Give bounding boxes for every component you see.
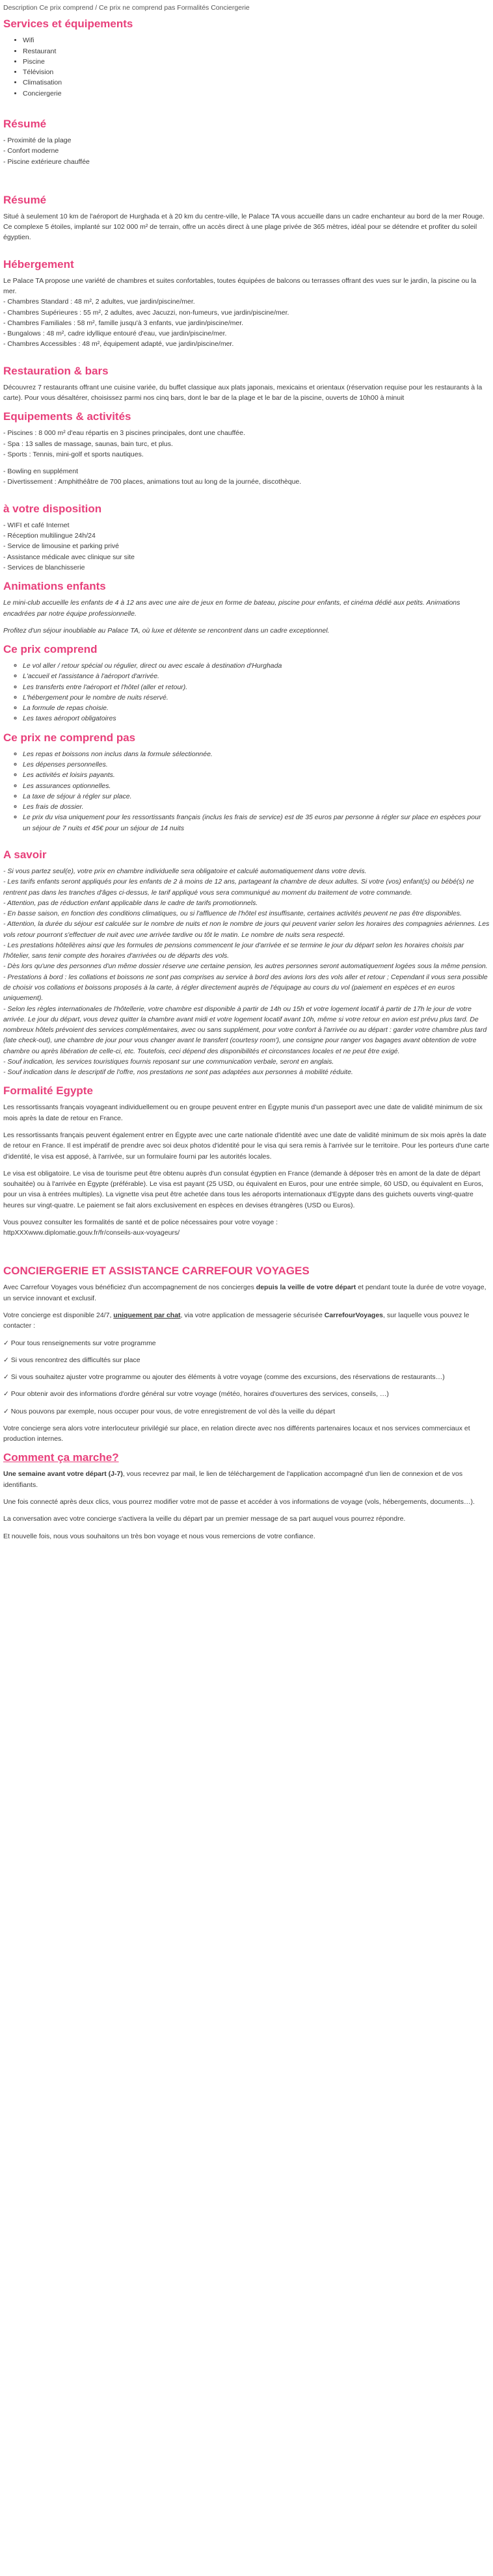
comment-step-2: Une fois connecté après deux clics, vous pourrez modifier votre mot de passe et accéder à vos informations de voyage (vols, hébergements, documents…). [3,1498,475,1506]
comprend-item: ◦ L'accueil et l'assistance à l'aéroport d'arrivée. [23,671,490,681]
hebergement-line: - Chambres Standard : 48 m², 2 adultes, vue jardin/piscine/mer. [3,298,195,306]
formalite-links-text: Vous pouvez consulter les formalités de santé et de police nécessaires pour votre voyage : [3,1218,278,1226]
availability-text-3: , sur laquelle vous pouvez le contacter : [3,1311,470,1330]
animations-title: Animations enfants [3,580,106,593]
hebergement-text [3,276,490,350]
disposition-title: à votre disposition [3,502,102,515]
ne-comprend-list [3,749,490,834]
availability-app-name: CarrefourVoyages [324,1311,384,1319]
conciergerie-intro-text-2: et pendant toute la durée de votre voyage, un service innovant et exclusif. [3,1283,486,1302]
comprend-item: ◦ Le vol aller / retour spécial ou régulier, direct ou avec escale à destination d'Hurghada [23,661,490,671]
ne-comprend-item: ◦ Les activités et loisirs payants. [23,770,490,780]
disposition-line: - WIFI et café Internet [3,521,70,529]
highlight-line: - Proximité de la plage [3,137,72,145]
service-item: • Conciergerie [23,88,490,99]
conciergerie-check: ✓ Pour obtenir avoir des informations d'ordre général sur votre voyage (météo, horaires d'ouvertures des services, conseils, …) [3,1390,389,1399]
ne-comprend-item: ◦ Le prix du visa uniquement pour les ressortissants français (inclus les frais de service) est de 35 euros par personne à régler sur place en espèces pour un séjour de 7 nuits et 45€ pour un séjour de 14 nuits [23,812,490,834]
availability-text: Votre concierge est disponible 24/7, [3,1311,114,1319]
comment-step-3: La conversation avec votre concierge s'activera la veille du départ par un premier message de sa part auquel vous pourrez répondre. [3,1515,406,1523]
comprend-item: ◦ La formule de repas choisie. [23,703,490,713]
asavoir-title: A savoir [3,848,47,861]
ne-comprend-item: ◦ Les assurances optionnelles. [23,781,490,791]
conciergerie-intro-text: Avec Carrefour Voyages vous bénéficiez d'un accompagnement de nos concierges [3,1283,256,1292]
equipement-line: - Piscines : 8 000 m² d'eau répartis en 3 piscines principales, dont une chauffée. [3,429,245,438]
services-title: Services et équipements [3,18,133,31]
hebergement-line: - Bungalows : 48 m², cadre idyllique entouré d'eau, vue jardin/piscine/mer. [3,330,227,338]
comment-title: Comment ça marche? [3,1451,119,1464]
conciergerie-check: ✓ Si vous souhaitez ajuster votre programme ou ajouter des éléments à votre voyage (comme des excursions, des réservations de restaurants…) [3,1373,445,1382]
comprend-list [3,661,490,724]
comprend-title: Ce prix comprend [3,643,98,656]
animations-closing: Profitez d'un séjour inoubliable au Palace TA, où luxe et détente se rencontrent dans un cadre exceptionnel. [3,626,330,635]
disposition-list [3,520,490,573]
service-item: • Climatisation [23,77,490,88]
equipements-list [3,428,490,460]
asavoir-text: - Si vous partez seul(e), votre prix en chambre individuelle sera obligatoire et calculé automatiquement dans votre devis. - Les tarifs enfants seront appliqués pour les enfants de 2 à moins de 12 ans, partageant la chambre de deux adultes. Si votre (vos) enfant(s) ou bébé(s) ne rentrent pas dans les tranches d'âges ci-dessus, le tarif appliqué vous sera communiqué au moment du traitement de votre commande. - Attention, pas de réduction enfant applicable dans le cadre de tarifs promotionnels. - En basse saison, en fonction des conditions climatiques, ou si l'affluence de l'hôtel est insuffisante, certaines activités peuvent ne pas être disponibles. - Attention, la durée du séjour est calculée sur le nombre de nuits et non le nombre de jours qui peuvent varier selon les horaires des compagnies aériennes. Les vols retour pourront s'effectuer de nuit avec une arrivée tardive ou tôt le matin. Le nombre de nuits sera respecté. - Les prestations hôtelières ainsi que les formules de pensions commencent le jour d'arrivée et se termine le jour du départ selon les horaires choisis par l'hôtelier, sans tenir compte des horaires d'arrivées ou de départs des vols. - Dès lors qu'une des personnes d'un même dossier réserve une certaine pension, les autres personnes seront automatiquement logées sous la même pension. - Prestations à bord : les collations et boissons ne sont pas comprises au service à bord des avions lors des vols aller et retour ; Cependant il vous sera possible de choisir vos collations et boissons proposés à la carte, à régler directement auprès de l'équipage au cours du vol (paiement en espèces et en euros uniquement). - Selon les règles internationales de l'hôtellerie, votre chambre est disponible à partir de 14h ou 15h et votre logement locatif à partir de 17h le jour de votre arrivée. Le jour du départ, vous devez quitter la chambre avant midi et votre logement locatif avant 10h, même si votre retour en avion est prévu plus tard. De nombreux hôtels prévoient des services complémentaires, avec ou sans supplément, pour votre confort à l'arrivée ou au départ : garder votre chambre plus tard (late check-out), une chambre de jour pour vous changer avant le transfert (courtesy room'), une consigne pour ranger vos bagages avant obtention de votre chambre ou après libération de celle-ci, etc. Toutefois, ceci dépend des disponibilités et circonstances locales et ne peut être exigé. - Souf indication, les services touristiques fournis reposant sur une communication verbale, seront en anglais. - Souf indication dans le descriptif de l'offre, nos prestations ne sont pas adaptées aux personnes à mobilité réduite. [3,867,490,1077]
ne-comprend-item: ◦ Les frais de dossier. [23,802,490,812]
formalite-id-card: Les ressortissants français peuvent également entrer en Égypte avec une carte nationale d'identité avec une date de validité minimum de six mois après la date de retour en France. Il est impératif de prendre avec soi deux photos d'identité pour le visa qui sera remis à l'arrivée sur le territoire. Pour les porteurs d'une carte d'identité, le visa est apposé, à l'arrivée, sur un formulaire fourni par les autorités locales. [3,1131,490,1161]
highlight-line: - Confort moderne [3,147,59,155]
service-item: • Piscine [23,57,490,67]
conciergerie-check: ✓ Si vous rencontrez des difficultés sur place [3,1356,140,1364]
ne-comprend-item: ◦ Les repas et boissons non inclus dans la formule sélectionnée. [23,749,490,759]
restauration-title: Restauration & bars [3,364,109,377]
animations-text: Le mini-club accueille les enfants de 4 à 12 ans avec une aire de jeux en forme de bateau, piscine pour enfants, et cinéma dédié aux petits. Animations encadrées par notre équipe professionnelle. [3,599,460,618]
equipement-line: - Divertissement : Amphithéâtre de 700 places, animations tout au long de la journée, discothèque. [3,478,302,486]
disposition-line: - Assistance médicale avec clinique sur site [3,553,135,561]
conciergerie-interlocutor: Votre concierge sera alors votre interlocuteur privilégié sur place, en relation directe avec nos différents partenaires locaux et nos services commerciaux et production internes. [3,1424,470,1443]
conciergerie-title: CONCIERGERIE ET ASSISTANCE CARREFOUR VOYAGES [3,1265,310,1278]
comment-step-1-bold: Une semaine avant votre départ (J-7) [3,1470,123,1479]
resume-title-2: Résumé [3,193,47,206]
disposition-line: - Réception multilingue 24h/24 [3,532,96,540]
comprend-item: ◦ Les taxes aéroport obligatoires [23,713,490,724]
hebergement-line: - Chambres Familiales : 58 m², famille jusqu'à 3 enfants, vue jardin/piscine/mer. [3,319,244,327]
comment-step-1-text: , vous recevrez par mail, le lien de téléchargement de l'application accompagné d'un lien de connexion et de vos identifiants. [3,1470,463,1489]
service-item: • Télévision [23,67,490,77]
hebergement-title: Hébergement [3,257,74,270]
resume-highlights [3,135,490,167]
hebergement-line: - Chambres Accessibles : 48 m², équipement adapté, vue jardin/piscine/mer. [3,340,234,348]
comment-step-1 [3,1469,490,1490]
formalite-link[interactable]: httpXXXwww.diplomatie.gouv.fr/fr/conseils-aux-voyageurs/ [3,1229,180,1237]
disposition-line: - Services de blanchisserie [3,563,85,572]
breadcrumb[interactable]: Description Ce prix comprend / Ce prix ne comprend pas Formalités Conciergerie [3,4,250,12]
restauration-text: Découvrez 7 restaurants offrant une cuisine variée, du buffet classique aux plats japonais, mexicains et orientaux (réservation requise pour les restaurants à la carte). Pour vous désaltérer, choisissez parmi nos cinq bars, dont le bar de la plage et le bar de la piscine, ouverts de 10h00 à minuit [3,383,483,402]
comprend-item: ◦ L'hébergement pour le nombre de nuits réservé. [23,692,490,703]
service-item: • Restaurant [23,46,490,57]
conciergerie-availability [3,1310,490,1332]
formalite-links [3,1217,490,1239]
conciergerie-intro [3,1282,490,1304]
formalite-visa: Le visa est obligatoire. Le visa de tourisme peut être obtenu auprès d'un consulat égyptien en France (demande à déposer très en amont de la date de départ souhaitée) ou à l'arrivée en Égypte (préférable). Le visa est payant (25 USD, ou équivalent en Euros, pour une entrée simple, 60 USD, ou équivalent en Euros, pour un visa à entrées multiples). La vignette visa peut être achetée dans tous les aéroports internationaux d'Egypte dans des guichets ouverts vingt-quatre heures sur vingt-quatre. Le paiement se fait alors exclusivement en espèces en devises étrangères (USD ou Euros). [3,1169,484,1209]
equipements-title: Equipements & activités [3,410,131,423]
equipement-line: - Spa : 13 salles de massage, saunas, bain turc, et plus. [3,440,173,448]
equipement-line: - Bowling en supplément [3,467,78,476]
service-item: • Wifi [23,35,490,46]
formalite-title: Formalité Egypte [3,1084,93,1097]
equipements-list-2 [3,466,490,488]
ne-comprend-title: Ce prix ne comprend pas [3,731,136,744]
hebergement-line: - Chambres Supérieures : 55 m², 2 adultes, avec Jacuzzi, non-fumeurs, vue jardin/piscine/mer. [3,308,289,317]
conciergerie-check: ✓ Nous pouvons par exemple, nous occuper pour vous, de votre enregistrement de vol dès la veille du départ [3,1407,336,1415]
comment-closing: Et nouvelle fois, nous vous souhaitons un très bon voyage et nous vous remercions de votre confiance. [3,1532,315,1540]
disposition-line: - Service de limousine et parking privé [3,542,119,551]
hebergement-line: Le Palace TA propose une variété de chambres et suites confortables, toutes équipées de balcons ou terrasses offrant des vues sur le jardin, la piscine ou la mer. [3,276,477,296]
resume-text: Situé à seulement 10 km de l'aéroport de Hurghada et à 20 km du centre-ville, le Palace TA vous accueille dans un cadre enchanteur au bord de la mer Rouge. Ce complexe 5 étoiles, implanté sur 102 000 m² de terrain, offre un accès direct à une plage privée de 365 mètres, idéal pour se détendre et profiter du soleil égyptien. [3,212,485,242]
equipement-line: - Sports : Tennis, mini-golf et sports nautiques. [3,450,144,458]
availability-text-2: , via votre application de messagerie sécurisée [180,1311,325,1319]
conciergerie-intro-bold: depuis la veille de votre départ [256,1283,356,1292]
services-list [3,35,490,99]
ne-comprend-item: ◦ La taxe de séjour à régler sur place. [23,791,490,802]
ne-comprend-item: ◦ Les dépenses personnelles. [23,759,490,770]
conciergerie-check: ✓ Pour tous renseignements sur votre programme [3,1339,156,1347]
resume-title: Résumé [3,117,47,130]
comprend-item: ◦ Les transferts entre l'aéroport et l'hôtel (aller et retour). [23,682,490,692]
formalite-passport: Les ressortissants français voyageant individuellement ou en groupe peuvent entrer en Égypte munis d'un passeport avec une date de validité minimum de six mois après la date de retour en France. [3,1103,483,1122]
highlight-line: - Piscine extérieure chauffée [3,157,90,166]
availability-chat-only: uniquement par chat [113,1311,181,1319]
